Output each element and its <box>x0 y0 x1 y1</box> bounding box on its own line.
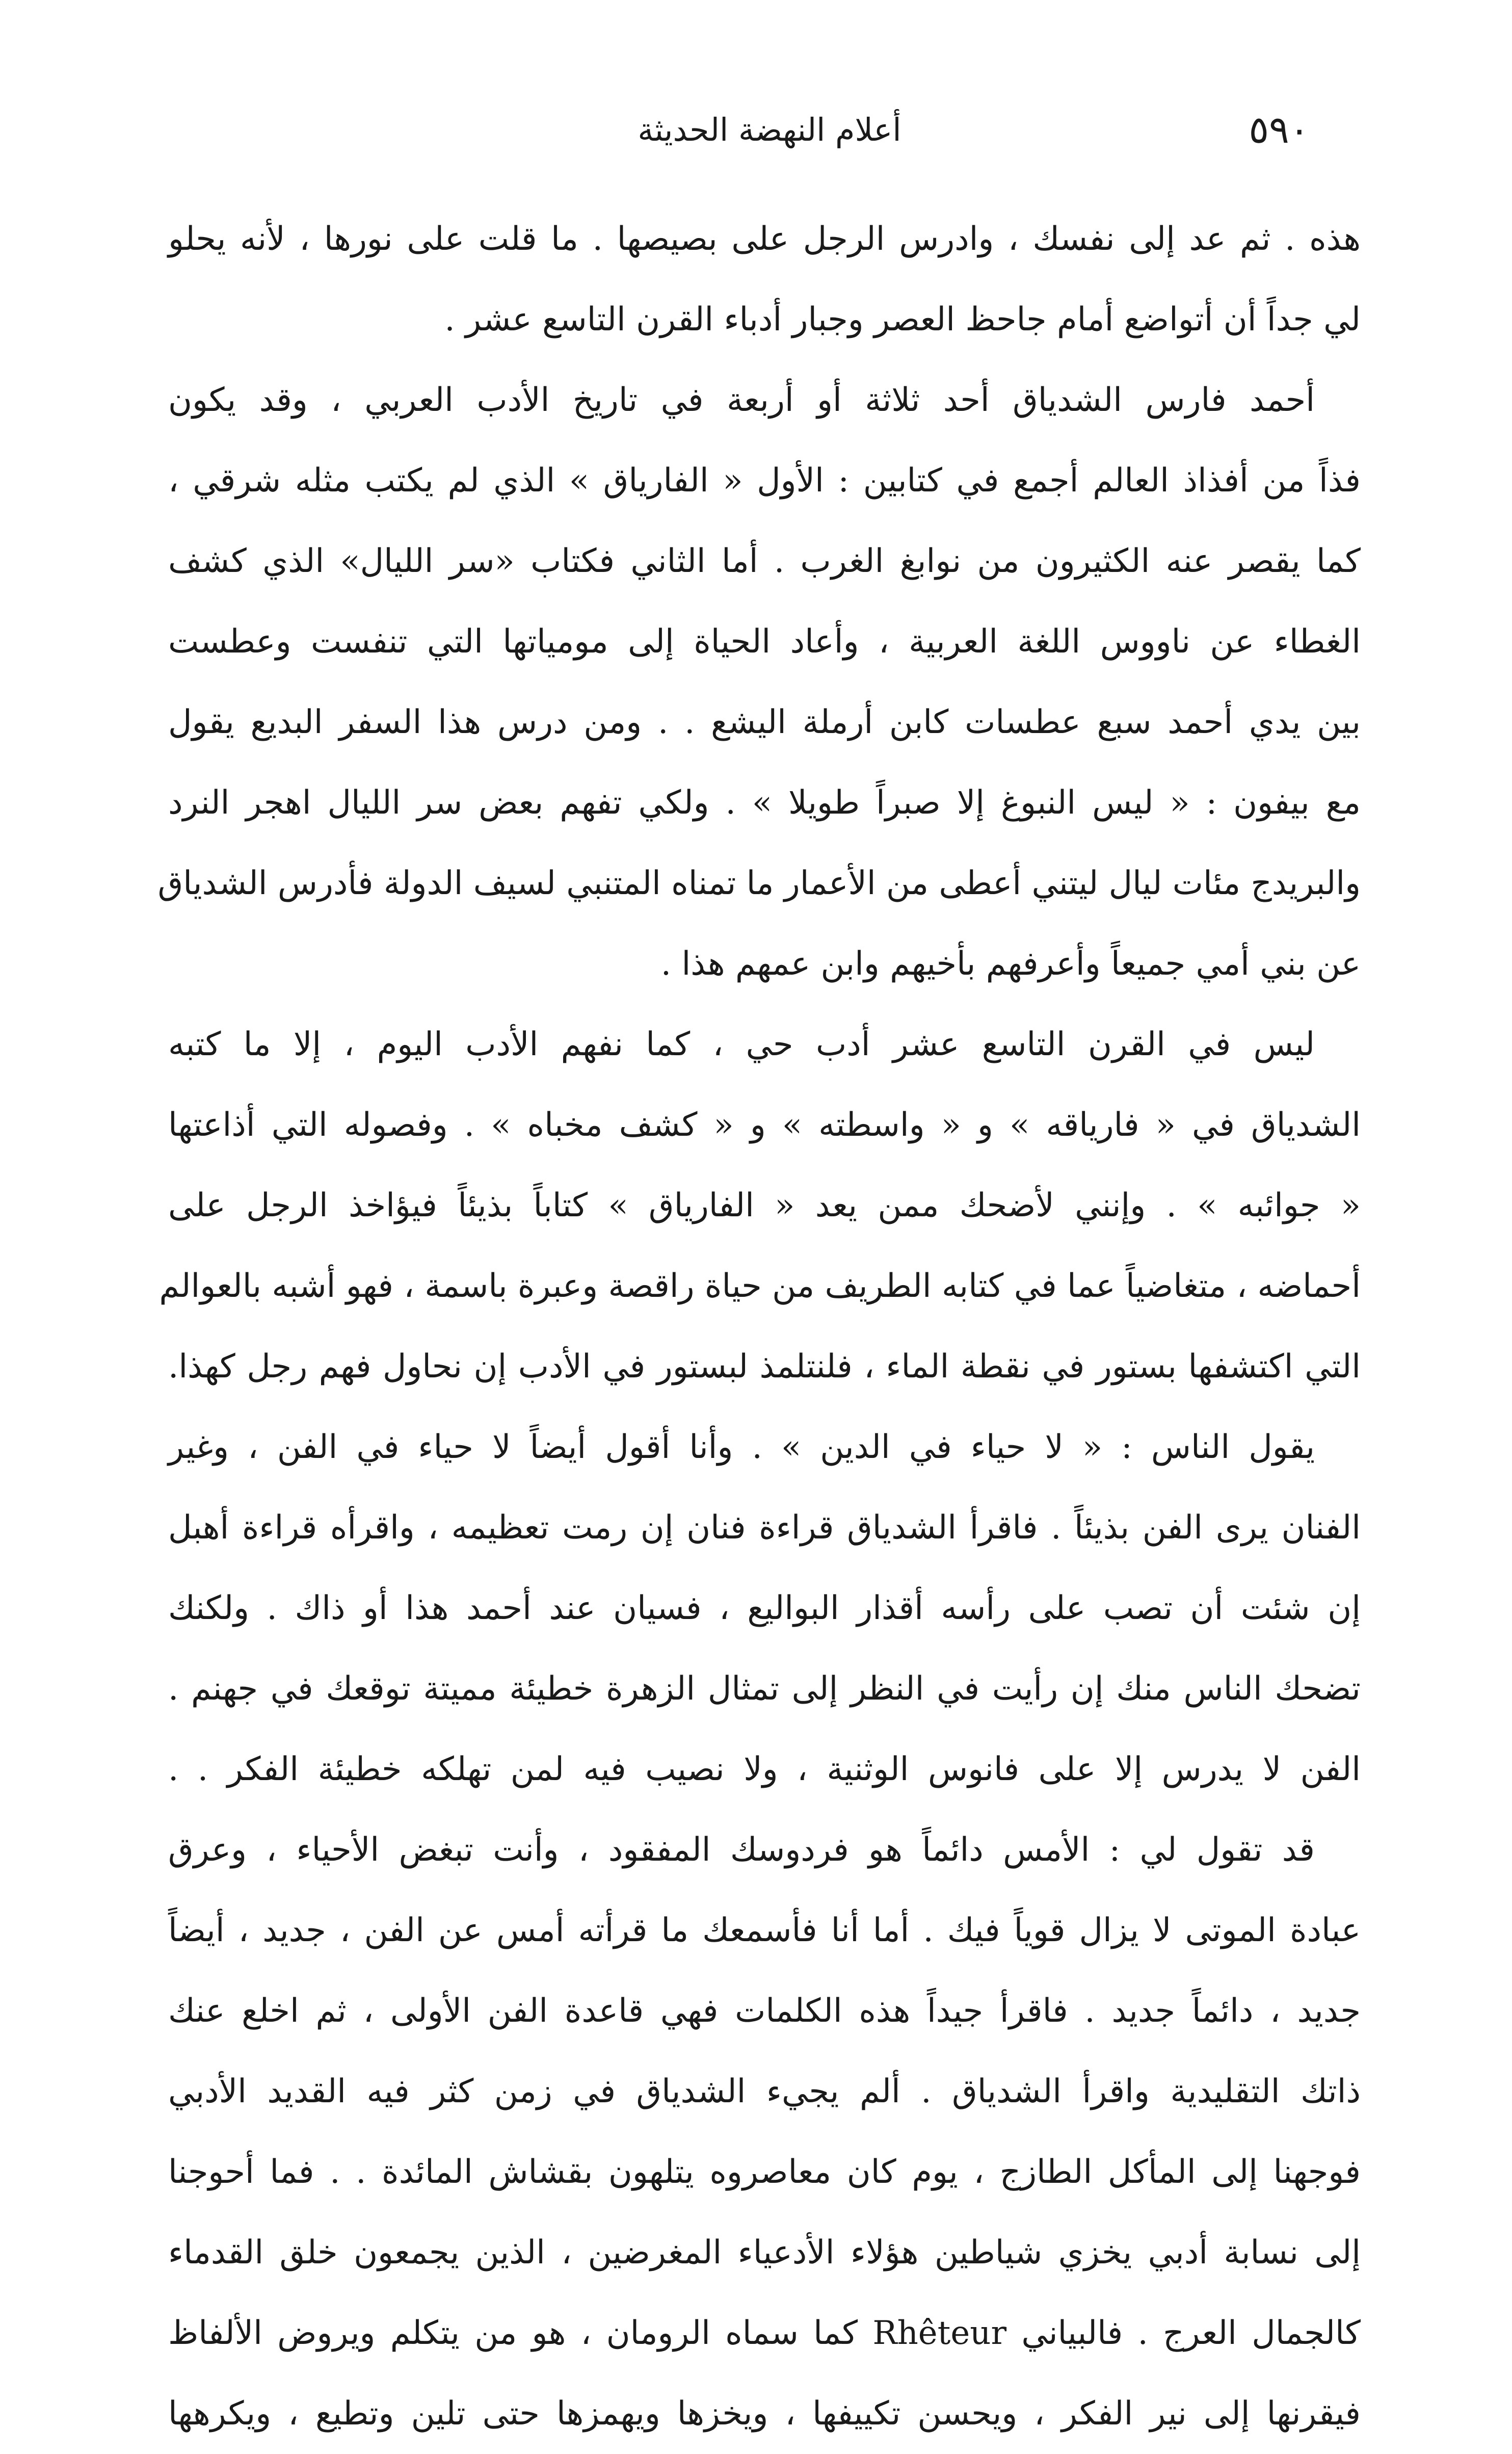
text-line: الشدياق في « فارياقه » و « واسطته » و « كشف مخباه » . وفصوله التي أذاعتها <box>168 1106 1361 1144</box>
text-line: « جوائبه » . وإنني لأضحك ممن يعد « الفارياق » كتاباً بذيئاً فيؤاخذ الرجل على <box>168 1187 1361 1224</box>
text-line: ليس في القرن التاسع عشر أدب حي ، كما نفهم الأدب اليوم ، إلا ما كتبه <box>168 1026 1315 1063</box>
text-line: إن شئت أن تصب على رأسه أقذار البواليع ، فسيان عند أحمد هذا أو ذاك . ولكنك <box>168 1589 1361 1627</box>
text-line: يقول الناس : « لا حياء في الدين » . وأنا أقول أيضاً لا حياء في الفن ، وغير <box>168 1428 1315 1466</box>
text-line: والبريدج مئات ليال ليتني أعطى من الأعمار ما تمناه المتنبي لسيف الدولة فأدرس الشدياق <box>157 865 1361 902</box>
text-line: مع بيفون : « ليس النبوغ إلا صبراً طويلا » . ولكي تفهم بعض سر الليال اهجر النرد <box>168 784 1361 822</box>
text-line: عبادة الموتى لا يزال قوياً فيك . أما أنا فأسمعك ما قرأته أمس عن الفن ، جديد ، أيضاً <box>168 1912 1361 1949</box>
page-header <box>0 102 1512 163</box>
text-line: كالجمال العرج . فالبياني Rhêteur كما سماه الرومان ، هو من يتكلم ويروض الألفاظ <box>168 2314 1361 2352</box>
text-line: أحماضه ، متغاضياً عما في كتابه الطريف من حياة راقصة وعبرة باسمة ، فهو أشبه بالعوالم <box>159 1267 1361 1305</box>
text-line: إلى نسابة أدبي يخزي شياطين هؤلاء الأدعياء المغرضين ، الذين يجمعون خلق القدماء <box>168 2234 1361 2272</box>
text-line: كما يقصر عنه الكثيرون من نوابغ الغرب . أما الثاني فكتاب «سر الليال» الذي كشف <box>168 542 1361 580</box>
text-line: قد تقول لي : الأمس دائماً هو فردوسك المفقود ، وأنت تبغض الأحياء ، وعرق <box>168 1831 1315 1869</box>
text-line: الفن لا يدرس إلا على فانوس الوثنية ، ولا نصيب فيه لمن تهلكه خطيئة الفكر . . <box>168 1751 1361 1788</box>
text-line: جديد ، دائماً جديد . فاقرأ جيداً هذه الكلمات فهي قاعدة الفن الأولى ، ثم اخلع عنك <box>168 1992 1361 2030</box>
body-text <box>157 199 1361 2433</box>
text-line: تضحك الناس منك إن رأيت في النظر إلى تمثال الزهرة خطيئة مميتة توقعك في جهنم . <box>168 1670 1361 1708</box>
text-line: عن بني أمي جميعاً وأعرفهم بأخيهم وابن عمهم هذا . <box>660 945 1361 983</box>
text-line: فيقرنها إلى نير الفكر ، ويحسن تكييفها ، ويخزها ويهمزها حتى تلين وتطيع ، ويكرهها <box>168 2395 1361 2433</box>
text-line: لي جداً أن أتواضع أمام جاحظ العصر وجبار أدباء القرن التاسع عشر . <box>444 301 1361 338</box>
text-line: أحمد فارس الشدياق أحد ثلاثة أو أربعة في تاريخ الأدب العربي ، وقد يكون <box>168 381 1315 419</box>
text-line: التي اكتشفها بستور في نقطة الماء ، فلنتلمذ لبستور في الأدب إن نحاول فهم رجل كهذا. <box>168 1348 1361 1386</box>
text-line: فذاً من أفذاذ العالم أجمع في كتابين : الأول « الفارياق » الذي لم يكتب مثله شرقي ، <box>168 462 1361 500</box>
text-line: الفنان يرى الفن بذيئاً . فاقرأ الشدياق قراءة فنان إن رمت تعظيمه ، واقرأه قراءة أهبل <box>168 1509 1361 1547</box>
running-title: أعلام النهضة الحديثة <box>638 111 901 148</box>
text-line: ذاتك التقليدية واقرأ الشدياق . ألم يجيء الشدياق في زمن كثر فيه القديد الأدبي <box>168 2073 1361 2110</box>
text-line: الغطاء عن ناووس اللغة العربية ، وأعاد الحياة إلى مومياتها التي تنفست وعطست <box>168 623 1361 661</box>
text-line: بين يدي أحمد سبع عطسات كابن أرملة اليشع . . ومن درس هذا السفر البديع يقول <box>168 703 1361 741</box>
text-line: فوجهنا إلى المأكل الطازج ، يوم كان معاصروه يتلهون بقشاش المائدة . . فما أحوجنا <box>168 2153 1361 2191</box>
text-line: هذه . ثم عد إلى نفسك ، وادرس الرجل على بصيصها . ما قلت على نورها ، لأنه يحلو <box>168 220 1361 258</box>
page-number: ٥٩٠ <box>1249 108 1310 152</box>
